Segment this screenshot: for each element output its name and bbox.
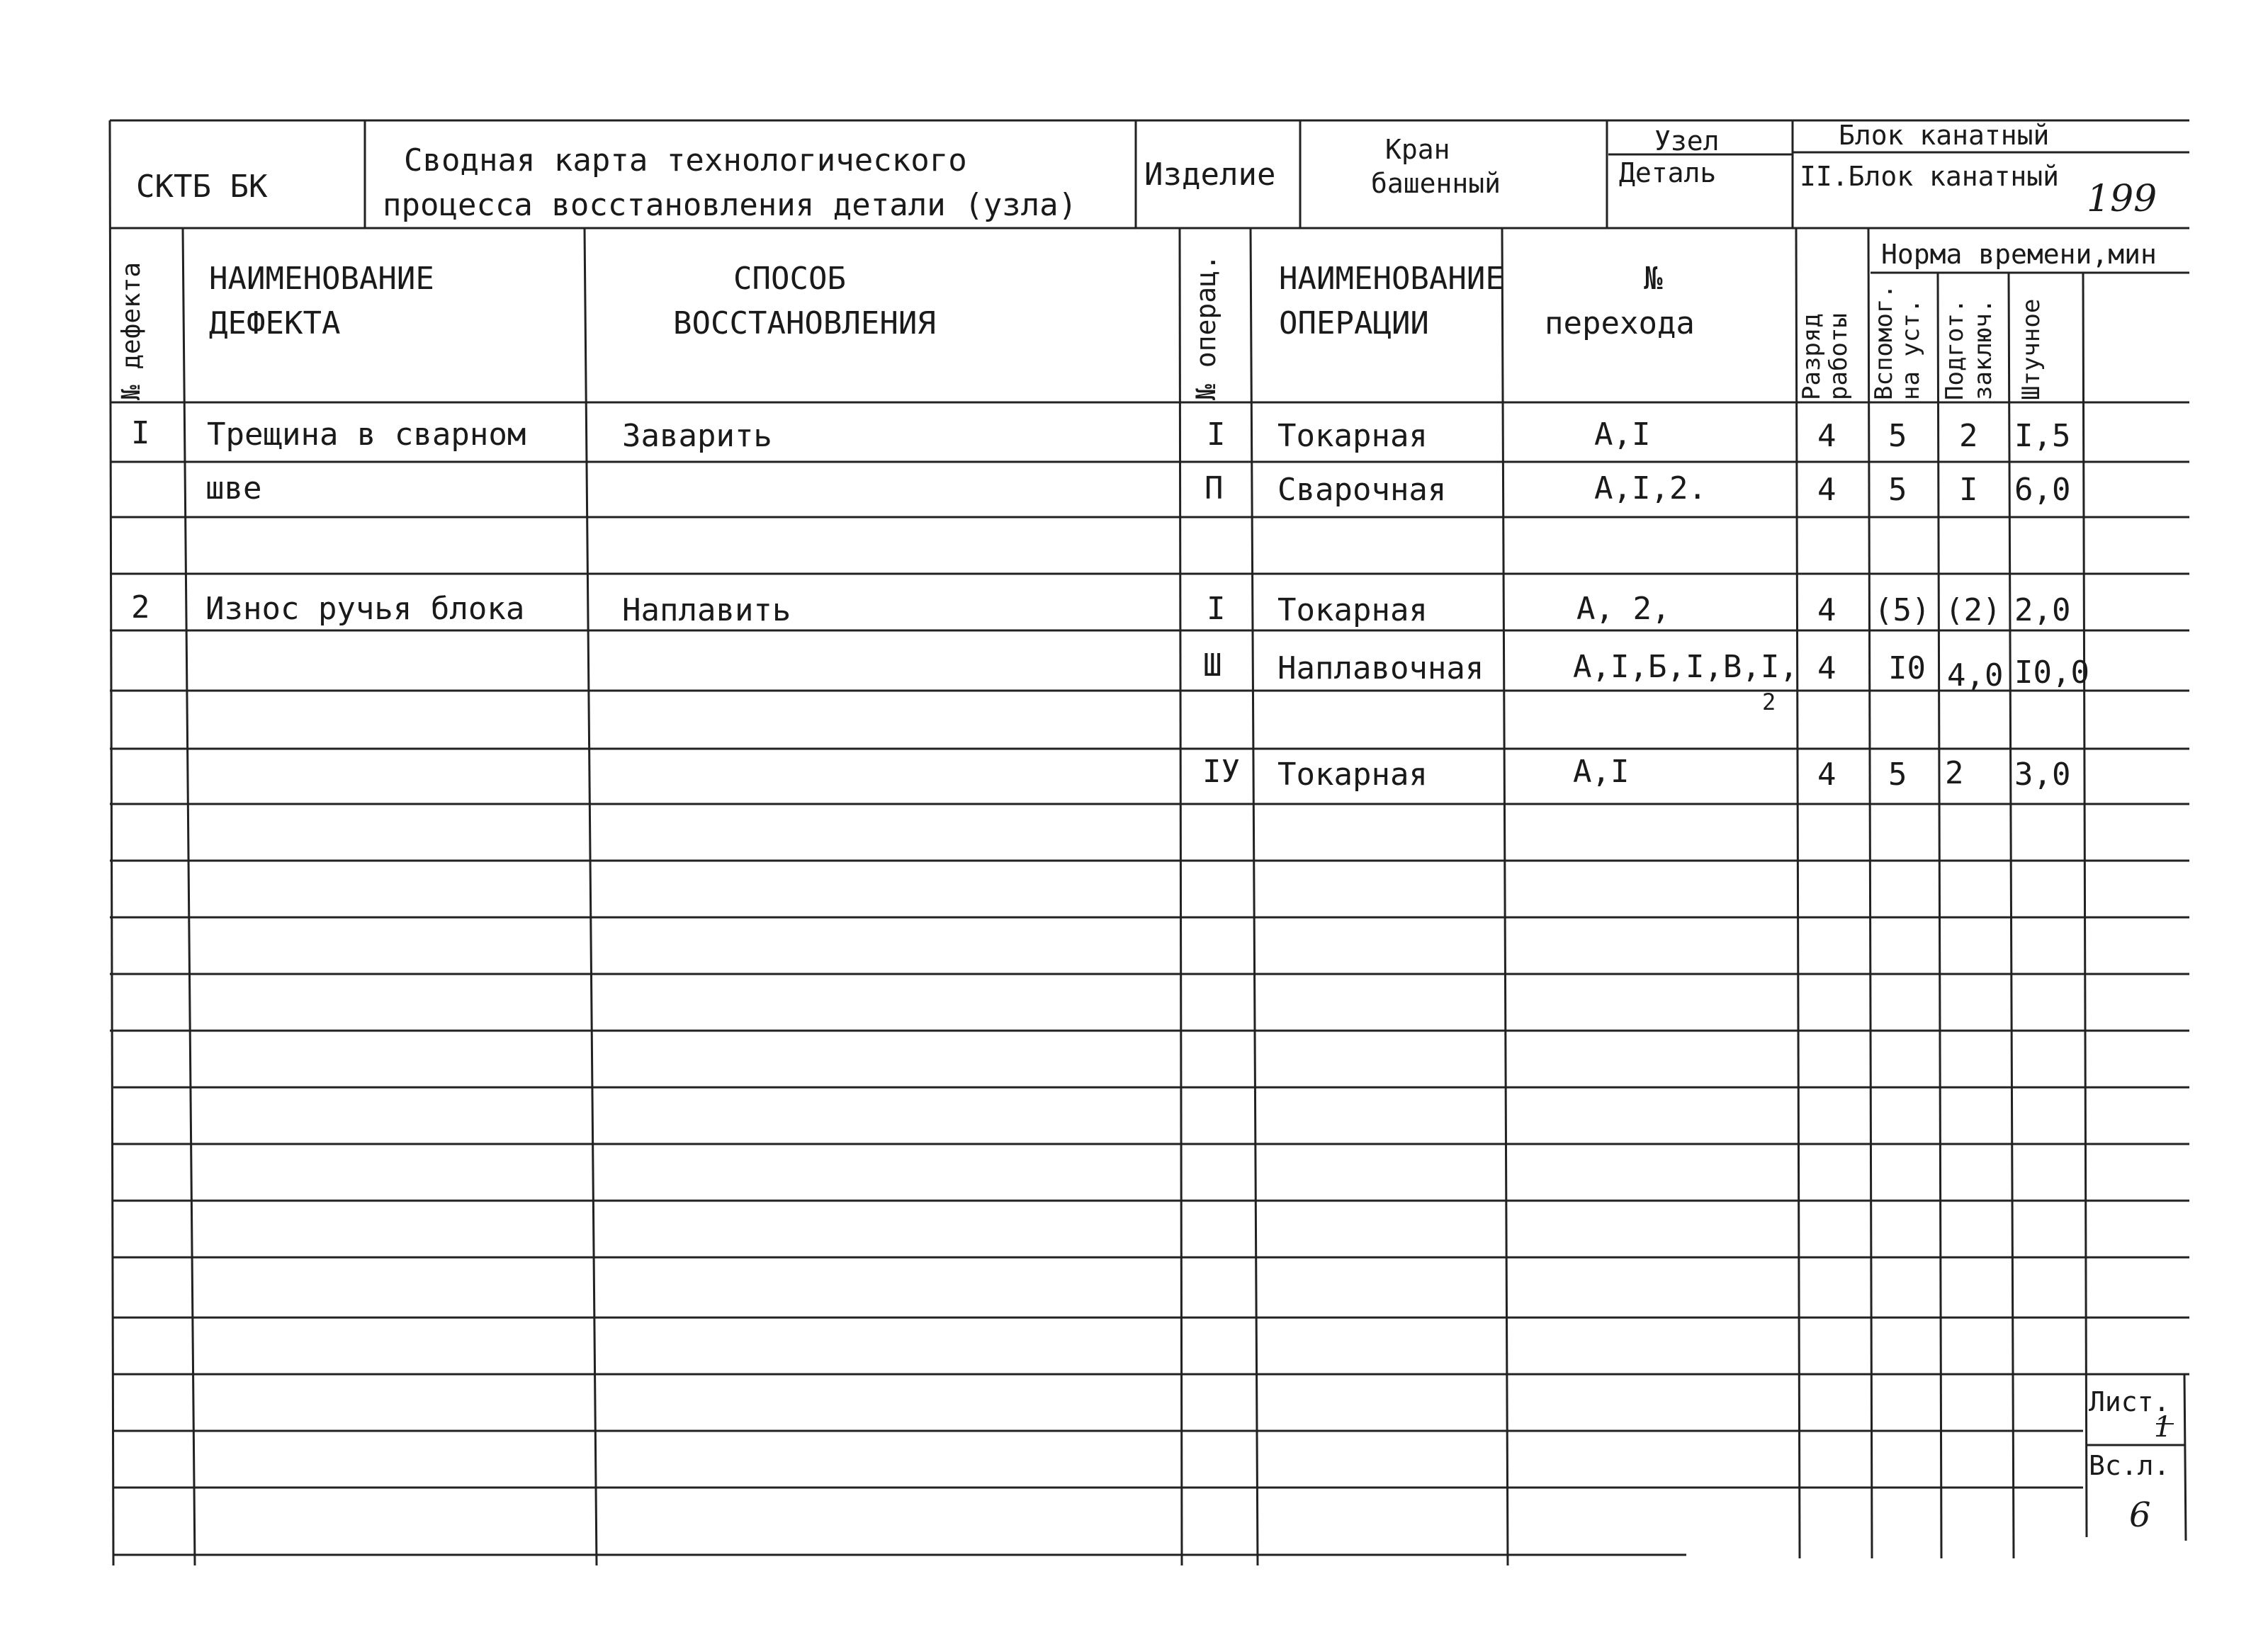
detail-value: II.Блок канатный bbox=[1800, 161, 2060, 192]
col-method-1: СПОСОБ bbox=[733, 261, 846, 297]
org-name: СКТБ БК bbox=[136, 169, 268, 205]
row5-aux: 5 bbox=[1888, 757, 1907, 793]
row1-defect-no: I bbox=[131, 415, 150, 451]
row4-transition-cont: 2 bbox=[1762, 689, 1776, 715]
row2-transition: А,I,2. bbox=[1594, 470, 1707, 506]
col-transition-1: № bbox=[1644, 261, 1663, 297]
row3-op-no: I bbox=[1207, 591, 1226, 627]
document-title-line1: Сводная карта технологического bbox=[404, 142, 967, 179]
row3-piece: 2,0 bbox=[2014, 592, 2071, 628]
col-op-name-2: ОПЕРАЦИИ bbox=[1279, 305, 1429, 341]
col-aux-1: Вспомог. bbox=[1870, 284, 1898, 400]
col-aux-2: на уст. bbox=[1897, 298, 1925, 400]
row3-defect-name: Износ ручья блока bbox=[205, 591, 525, 627]
row2-aux: 5 bbox=[1888, 472, 1907, 508]
row5-grade: 4 bbox=[1817, 757, 1837, 793]
col-defect-no: № дефекта bbox=[117, 261, 146, 400]
document-title-line2: процесса восстановления детали (узла) bbox=[383, 187, 1078, 223]
row2-grade: 4 bbox=[1817, 472, 1837, 508]
row3-transition: А, 2, bbox=[1576, 591, 1671, 627]
row3-grade: 4 bbox=[1817, 592, 1837, 628]
col-piece: Штучное bbox=[2017, 298, 2046, 400]
col-time-norm: Норма времени,мин bbox=[1881, 239, 2157, 270]
col-grade-1: Разряд bbox=[1798, 313, 1826, 400]
total-sheets-value: 6 bbox=[2129, 1495, 2151, 1535]
product-label: Изделие bbox=[1144, 157, 1276, 193]
row2-piece: 6,0 bbox=[2014, 472, 2071, 508]
row4-op-no: Ш bbox=[1203, 647, 1222, 684]
col-grade-2: работы bbox=[1824, 313, 1853, 400]
total-sheets-label: Вс.л. bbox=[2089, 1450, 2170, 1481]
row4-piece: I0,0 bbox=[2014, 655, 2089, 691]
col-transition-2: перехода bbox=[1545, 305, 1695, 341]
row5-transition: А,I bbox=[1573, 754, 1630, 790]
sheet-value: 1 bbox=[2154, 1411, 2172, 1444]
row4-grade: 4 bbox=[1817, 650, 1837, 686]
product-value-line2: башенный bbox=[1371, 168, 1501, 199]
row1-transition: А,I bbox=[1594, 417, 1651, 453]
row3-prep: (2) bbox=[1945, 592, 2002, 628]
product-value-line1: Кран bbox=[1385, 134, 1450, 165]
col-op-name-1: НАИМЕНОВАНИЕ bbox=[1279, 261, 1504, 297]
row4-aux: I0 bbox=[1888, 650, 1926, 686]
row3-method: Наплавить bbox=[622, 592, 791, 628]
row5-prep: 2 bbox=[1945, 755, 1964, 791]
row2-prep: I bbox=[1959, 472, 1978, 508]
row3-op-name: Токарная bbox=[1277, 592, 1428, 628]
row5-piece: 3,0 bbox=[2014, 757, 2071, 793]
row1-aux: 5 bbox=[1888, 418, 1907, 454]
unit-value: Блок канатный bbox=[1839, 120, 2050, 151]
row5-op-name: Токарная bbox=[1277, 757, 1428, 793]
handwritten-number: 199 bbox=[2087, 178, 2157, 220]
col-prep-2: заключ. bbox=[1969, 298, 1997, 400]
col-prep-1: Подгот. bbox=[1941, 298, 1969, 400]
row1-piece: I,5 bbox=[2014, 418, 2071, 454]
row4-transition: А,I,Б,I,В,I, bbox=[1573, 649, 1798, 685]
sheet-label: Лист. bbox=[2089, 1386, 2170, 1417]
row1-method: Заварить bbox=[622, 418, 772, 454]
row4-prep: 4,0 bbox=[1947, 657, 2004, 693]
col-defect-name-2: ДЕФЕКТА bbox=[209, 305, 341, 341]
row1-op-name: Токарная bbox=[1277, 418, 1428, 454]
row1-prep: 2 bbox=[1959, 418, 1978, 454]
row2-op-name: Сварочная bbox=[1277, 472, 1447, 508]
row1-defect-name: Трещина в сварном bbox=[207, 417, 526, 453]
detail-label: Деталь bbox=[1619, 157, 1717, 188]
col-method-2: ВОССТАНОВЛЕНИЯ bbox=[673, 305, 936, 341]
col-op-no: № операц. bbox=[1190, 254, 1222, 400]
row3-aux: (5) bbox=[1874, 592, 1931, 628]
row1-grade: 4 bbox=[1817, 418, 1837, 454]
row1-op-no: I bbox=[1207, 417, 1226, 453]
row3-defect-no: 2 bbox=[131, 589, 150, 625]
col-defect-name-1: НАИМЕНОВАНИЕ bbox=[209, 261, 434, 297]
unit-label: Узел bbox=[1654, 125, 1720, 157]
row4-op-name: Наплавочная bbox=[1277, 650, 1484, 686]
row5-op-no: IУ bbox=[1202, 754, 1240, 790]
row2-defect-name: шве bbox=[205, 470, 262, 506]
row2-op-no: П bbox=[1204, 470, 1224, 506]
